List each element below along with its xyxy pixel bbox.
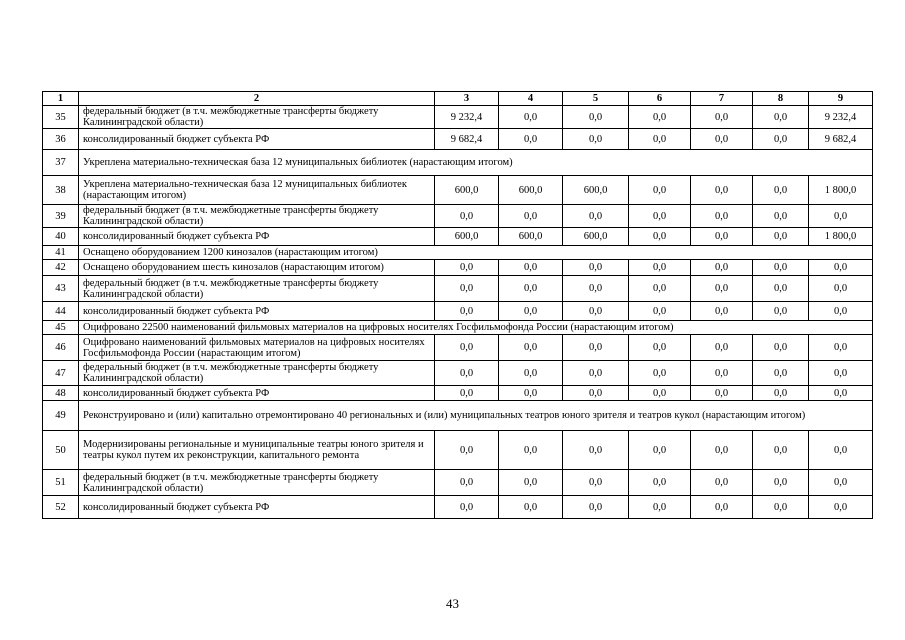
value-cell: 0,0 — [753, 228, 809, 246]
value-cell: 0,0 — [629, 496, 691, 519]
value-cell: 0,0 — [499, 106, 563, 129]
value-cell: 0,0 — [691, 470, 753, 496]
value-cell: 600,0 — [435, 228, 499, 246]
value-cell: 0,0 — [435, 386, 499, 401]
value-cell: 0,0 — [753, 386, 809, 401]
value-cell: 0,0 — [563, 302, 629, 321]
page-number: 43 — [446, 596, 459, 611]
description-cell: федеральный бюджет (в т.ч. межбюджетные трансферты бюджету Калининградской области) — [79, 106, 435, 129]
value-cell: 0,0 — [629, 176, 691, 205]
value-cell: 0,0 — [809, 302, 873, 321]
value-cell: 0,0 — [499, 129, 563, 150]
section-row — [43, 321, 873, 335]
value-cell: 0,0 — [563, 260, 629, 276]
value-cell: 600,0 — [435, 176, 499, 205]
value-cell: 0,0 — [629, 260, 691, 276]
value-cell: 0,0 — [691, 176, 753, 205]
description-cell: Оцифровано наименований фильмовых материалов на цифровых носителях Госфильмофонда России (нарастающим итогом) — [79, 335, 435, 361]
value-cell: 0,0 — [691, 129, 753, 150]
value-cell: 0,0 — [563, 496, 629, 519]
value-cell: 1 800,0 — [809, 228, 873, 246]
value-cell: 600,0 — [563, 228, 629, 246]
value-cell: 0,0 — [499, 361, 563, 386]
table-row — [43, 431, 873, 470]
value-cell: 0,0 — [691, 276, 753, 302]
value-cell: 0,0 — [753, 470, 809, 496]
section-row — [43, 150, 873, 176]
value-cell: 0,0 — [691, 106, 753, 129]
value-cell: 0,0 — [753, 335, 809, 361]
value-cell: 0,0 — [753, 276, 809, 302]
value-cell: 0,0 — [753, 361, 809, 386]
value-cell: 0,0 — [809, 205, 873, 228]
value-cell: 0,0 — [435, 260, 499, 276]
description-cell: консолидированный бюджет субъекта РФ — [79, 129, 435, 150]
value-cell: 0,0 — [563, 129, 629, 150]
column-header: 5 — [563, 92, 629, 106]
table-row — [43, 228, 873, 246]
row-number-cell: 52 — [43, 496, 79, 519]
section-title-cell: Реконструировано и (или) капитально отремонтировано 40 региональных и (или) муниципальных театров юного зрителя и театров кукол (нарастающим итогом) — [79, 401, 873, 431]
value-cell: 0,0 — [691, 302, 753, 321]
value-cell: 0,0 — [753, 176, 809, 205]
value-cell: 0,0 — [753, 205, 809, 228]
table-row — [43, 276, 873, 302]
row-number-cell: 50 — [43, 431, 79, 470]
value-cell: 0,0 — [499, 335, 563, 361]
value-cell: 0,0 — [499, 496, 563, 519]
value-cell: 0,0 — [629, 361, 691, 386]
description-cell: консолидированный бюджет субъекта РФ — [79, 302, 435, 321]
value-cell: 0,0 — [435, 205, 499, 228]
value-cell: 0,0 — [691, 205, 753, 228]
value-cell: 0,0 — [629, 470, 691, 496]
value-cell: 0,0 — [691, 431, 753, 470]
value-cell: 0,0 — [753, 496, 809, 519]
description-cell: консолидированный бюджет субъекта РФ — [79, 496, 435, 519]
value-cell: 0,0 — [809, 361, 873, 386]
section-title-cell: Оснащено оборудованием 1200 кинозалов (нарастающим итогом) — [79, 246, 873, 260]
row-number-cell: 44 — [43, 302, 79, 321]
table-row — [43, 335, 873, 361]
description-cell: федеральный бюджет (в т.ч. межбюджетные трансферты бюджету Калининградской области) — [79, 276, 435, 302]
column-header: 8 — [753, 92, 809, 106]
value-cell: 600,0 — [563, 176, 629, 205]
row-number-cell: 49 — [43, 401, 79, 431]
value-cell: 0,0 — [809, 431, 873, 470]
value-cell: 0,0 — [809, 470, 873, 496]
value-cell: 0,0 — [499, 302, 563, 321]
table-row — [43, 496, 873, 519]
value-cell: 9 232,4 — [435, 106, 499, 129]
value-cell: 0,0 — [629, 431, 691, 470]
value-cell: 0,0 — [809, 260, 873, 276]
value-cell: 9 232,4 — [809, 106, 873, 129]
value-cell: 0,0 — [629, 205, 691, 228]
column-header: 7 — [691, 92, 753, 106]
table-row — [43, 205, 873, 228]
value-cell: 0,0 — [435, 302, 499, 321]
section-title-cell: Оцифровано 22500 наименований фильмовых материалов на цифровых носителях Госфильмофонда России (нарастающим итогом) — [79, 321, 873, 335]
value-cell: 0,0 — [629, 106, 691, 129]
value-cell: 0,0 — [563, 470, 629, 496]
value-cell: 0,0 — [809, 496, 873, 519]
value-cell: 0,0 — [563, 276, 629, 302]
value-cell: 0,0 — [629, 335, 691, 361]
table-row — [43, 302, 873, 321]
budget-table — [42, 91, 873, 519]
value-cell: 0,0 — [563, 205, 629, 228]
value-cell: 0,0 — [499, 431, 563, 470]
table-row — [43, 129, 873, 150]
value-cell: 0,0 — [435, 335, 499, 361]
row-number-cell: 45 — [43, 321, 79, 335]
table-row — [43, 260, 873, 276]
value-cell: 0,0 — [691, 228, 753, 246]
description-cell: консолидированный бюджет субъекта РФ — [79, 386, 435, 401]
value-cell: 0,0 — [563, 386, 629, 401]
value-cell: 9 682,4 — [809, 129, 873, 150]
value-cell: 0,0 — [499, 205, 563, 228]
value-cell: 0,0 — [691, 386, 753, 401]
value-cell: 600,0 — [499, 228, 563, 246]
value-cell: 0,0 — [809, 386, 873, 401]
row-number-cell: 51 — [43, 470, 79, 496]
value-cell: 0,0 — [753, 260, 809, 276]
column-header: 1 — [43, 92, 79, 106]
value-cell: 0,0 — [629, 302, 691, 321]
column-header: 9 — [809, 92, 873, 106]
section-row — [43, 401, 873, 431]
value-cell: 0,0 — [435, 431, 499, 470]
value-cell: 0,0 — [809, 335, 873, 361]
description-cell: консолидированный бюджет субъекта РФ — [79, 228, 435, 246]
value-cell: 0,0 — [629, 276, 691, 302]
row-number-cell: 35 — [43, 106, 79, 129]
row-number-cell: 38 — [43, 176, 79, 205]
row-number-cell: 36 — [43, 129, 79, 150]
row-number-cell: 42 — [43, 260, 79, 276]
value-cell: 0,0 — [435, 470, 499, 496]
value-cell: 0,0 — [499, 470, 563, 496]
value-cell: 0,0 — [563, 335, 629, 361]
value-cell: 0,0 — [499, 386, 563, 401]
value-cell: 0,0 — [691, 260, 753, 276]
row-number-cell: 39 — [43, 205, 79, 228]
value-cell: 0,0 — [435, 496, 499, 519]
section-title-cell: Укреплена материально-техническая база 12 муниципальных библиотек (нарастающим итогом) — [79, 150, 873, 176]
value-cell: 0,0 — [753, 129, 809, 150]
column-number-row — [43, 92, 873, 106]
column-header: 3 — [435, 92, 499, 106]
table-row — [43, 386, 873, 401]
table-row — [43, 470, 873, 496]
row-number-cell: 46 — [43, 335, 79, 361]
row-number-cell: 40 — [43, 228, 79, 246]
value-cell: 0,0 — [435, 361, 499, 386]
value-cell: 600,0 — [499, 176, 563, 205]
value-cell: 9 682,4 — [435, 129, 499, 150]
value-cell: 0,0 — [691, 361, 753, 386]
budget-table-container — [42, 91, 872, 519]
value-cell: 0,0 — [691, 335, 753, 361]
column-header: 2 — [79, 92, 435, 106]
value-cell: 0,0 — [563, 106, 629, 129]
description-cell: федеральный бюджет (в т.ч. межбюджетные трансферты бюджету Калининградской области) — [79, 470, 435, 496]
row-number-cell: 47 — [43, 361, 79, 386]
section-row — [43, 246, 873, 260]
row-number-cell: 43 — [43, 276, 79, 302]
value-cell: 0,0 — [563, 361, 629, 386]
value-cell: 1 800,0 — [809, 176, 873, 205]
column-header: 4 — [499, 92, 563, 106]
description-cell: Укреплена материально-техническая база 12 муниципальных библиотек (нарастающим итогом) — [79, 176, 435, 205]
description-cell: Модернизированы региональные и муниципальные театры юного зрителя и театры кукол путем их реконструкции, капитального ремонта — [79, 431, 435, 470]
description-cell: Оснащено оборудованием шесть кинозалов (нарастающим итогом) — [79, 260, 435, 276]
value-cell: 0,0 — [753, 302, 809, 321]
value-cell: 0,0 — [753, 431, 809, 470]
table-body — [43, 92, 873, 519]
table-row — [43, 106, 873, 129]
row-number-cell: 41 — [43, 246, 79, 260]
value-cell: 0,0 — [629, 228, 691, 246]
description-cell: федеральный бюджет (в т.ч. межбюджетные трансферты бюджету Калининградской области) — [79, 361, 435, 386]
value-cell: 0,0 — [691, 496, 753, 519]
value-cell: 0,0 — [629, 386, 691, 401]
value-cell: 0,0 — [563, 431, 629, 470]
value-cell: 0,0 — [753, 106, 809, 129]
row-number-cell: 37 — [43, 150, 79, 176]
row-number-cell: 48 — [43, 386, 79, 401]
table-row — [43, 176, 873, 205]
column-header: 6 — [629, 92, 691, 106]
value-cell: 0,0 — [499, 276, 563, 302]
value-cell: 0,0 — [809, 276, 873, 302]
value-cell: 0,0 — [435, 276, 499, 302]
value-cell: 0,0 — [499, 260, 563, 276]
description-cell: федеральный бюджет (в т.ч. межбюджетные трансферты бюджету Калининградской области) — [79, 205, 435, 228]
table-row — [43, 361, 873, 386]
value-cell: 0,0 — [629, 129, 691, 150]
